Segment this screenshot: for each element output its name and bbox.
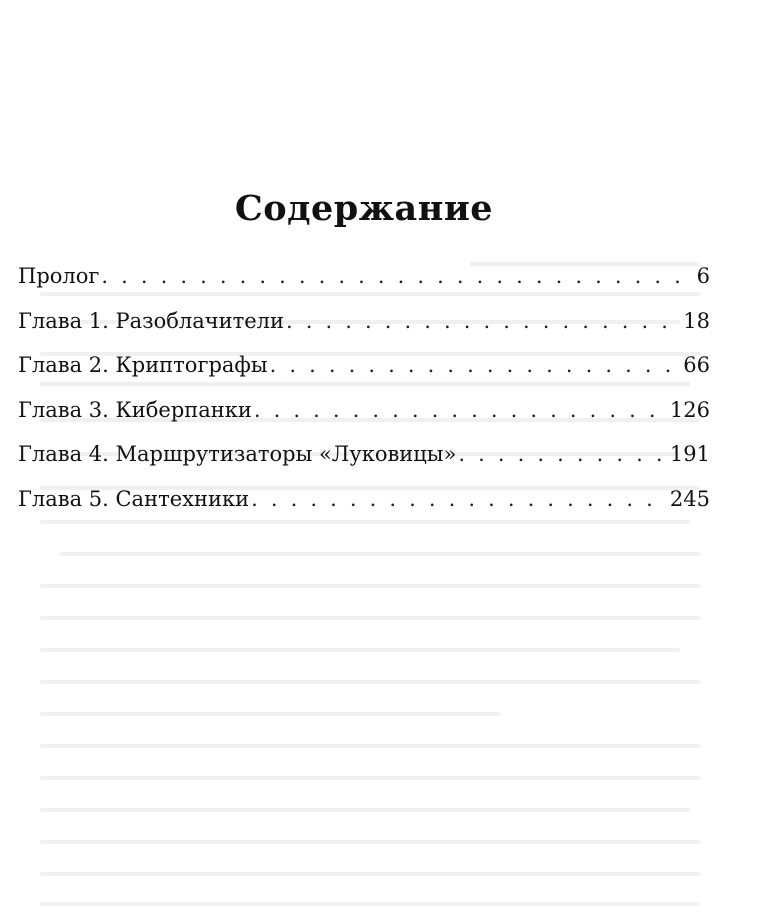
- table-of-contents: [18, 262, 710, 529]
- toc-entry-page-number: 191: [669, 442, 710, 466]
- toc-entry-label: Глава 2. Криптографы: [18, 353, 268, 377]
- toc-entry-label: Пролог: [18, 264, 100, 288]
- toc-entry-page-number: 126: [669, 397, 710, 422]
- page-title: Содержание: [234, 188, 494, 229]
- toc-entry-page-number: 245: [669, 486, 710, 511]
- toc-entry-prologue: [18, 262, 710, 307]
- toc-entry-chapter-3: [18, 396, 710, 441]
- toc-entry-chapter-1: [18, 307, 710, 352]
- toc-entry-label: Глава 4. Маршрутизаторы «Луковицы»: [18, 442, 457, 466]
- toc-entry-chapter-5: [18, 485, 710, 530]
- dot-leader: [270, 351, 678, 379]
- toc-entry-label: Глава 1. Разоблачители: [18, 308, 285, 333]
- toc-entry-page-number: 66: [683, 353, 710, 377]
- toc-entry-page-number: 18: [683, 308, 710, 333]
- toc-entry-chapter-4: [18, 440, 710, 485]
- dot-leader: [254, 396, 664, 424]
- toc-entry-label: Глава 3. Киберпанки: [18, 397, 252, 422]
- toc-entry-page-number: 6: [696, 264, 710, 288]
- dot-leader: [286, 307, 677, 335]
- dot-leader: [458, 440, 664, 468]
- dot-leader: [251, 485, 664, 513]
- toc-entry-label: Глава 5. Сантехники: [18, 486, 250, 511]
- dot-leader: [101, 262, 690, 290]
- toc-entry-chapter-2: [18, 351, 710, 396]
